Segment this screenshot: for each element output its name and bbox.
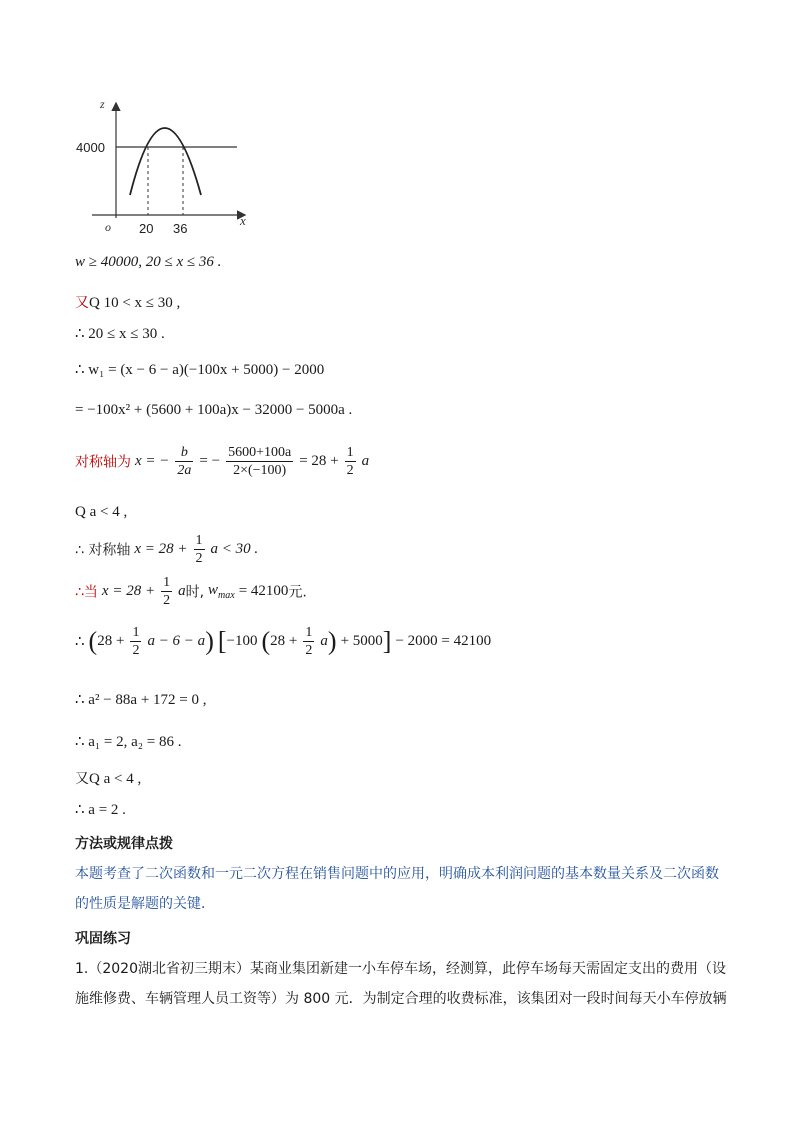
x-tick-20: 20 xyxy=(139,221,154,236)
y-tick-4000: 4000 xyxy=(76,140,105,155)
line-equation: ∴ (28 + $\frac{1}{2}$ a − 6 − a) [−100 (28 + $\frac{1}{2}$ a) + 5000] − 2000 = 42100 xyxy=(75,625,492,658)
line-max-value: ∴当 x = 28 + $\frac{1}{2}$ a时, $w_{max} = 42100$元. xyxy=(75,575,307,608)
line-a-less-4-again: 又Q a < 4 , xyxy=(75,771,142,787)
line-x-range-result: ∴ 20 ≤ x ≤ 30 . xyxy=(75,326,165,342)
x-axis-label: x xyxy=(240,213,246,228)
line-x-range-given: 又Q 10 < x ≤ 30 , xyxy=(75,295,181,311)
method-text: 本题考查了二次函数和一元二次方程在销售问题中的应用，明确成本利润问题的基本数量关系及二次函数 的性质是解题的关键． xyxy=(75,866,719,912)
line-a-final: ∴ a = 2 . xyxy=(75,802,126,818)
line-axis-of-symmetry: 对称轴为 x = − $\frac{b}{2a}$ = − $\frac{5600+100a}{2\times(-100)}$ = 28 + $\frac{1}{2}$ a xyxy=(75,445,370,478)
line-w1-expression: ∴ w₁ = (x − 6 − a)(−100x + 5000) − 2000 xyxy=(75,362,325,378)
method-title: 方法或规律点拨 xyxy=(75,836,173,852)
line-w1-expanded: = −100x² + (5600 + 100a)x − 32000 − 5000a . xyxy=(75,402,353,418)
x-tick-36: 36 xyxy=(173,221,188,236)
parabola-graph xyxy=(72,94,262,244)
practice-title: 巩固练习 xyxy=(75,931,131,947)
line-w-range: w ≥ 40000, 20 ≤ x ≤ 36 . xyxy=(75,254,222,270)
parabola-curve xyxy=(130,128,201,195)
line-a-solutions: ∴ a₁ = 2, a₂ = 86 . xyxy=(75,734,182,750)
line-axis-less-30: ∴ 对称轴 x = 28 + $\frac{1}{2}$ a < 30 . xyxy=(75,533,259,566)
y-axis-label: z xyxy=(100,97,105,111)
line-a-less-4: Q a < 4 , xyxy=(75,504,128,520)
line-quadratic-a: ∴ a² − 88a + 172 = 0 , xyxy=(75,692,207,708)
origin-label: o xyxy=(105,220,111,234)
practice-problem-1: 1.（2020湖北省初三期末）某商业集团新建一小车停车场，经测算，此停车场每天需固定支出的费用（设 施维修费、车辆管理人员工资等）为 800 元．为制定合理的收费标准，该集团对一段时间每天小车停放辆 xyxy=(75,961,727,1007)
